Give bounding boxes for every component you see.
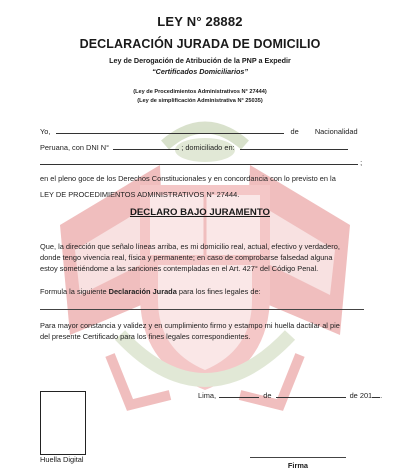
date-period: . — [380, 391, 383, 400]
que-line-2: donde tengo vivencia real, física y permanente; en caso de comprobarse falsedad alguna — [40, 253, 333, 262]
constancia-line-2: del presente Certificado para los fines legales correspondientes. — [40, 332, 251, 341]
month-field[interactable] — [276, 390, 346, 398]
de-label-1: de — [263, 391, 272, 400]
dni-label: Peruana, con DNI N° — [40, 143, 110, 152]
law-quote: “Certificados Domiciliarios” — [152, 67, 248, 76]
goce-line-1: en el pleno goce de los Derechos Constitucionales y en concordancia con lo previsto en la — [40, 174, 336, 183]
formulo-prefix: Formula la siguiente — [40, 287, 109, 296]
que-line-1: Que, la dirección que señalo líneas arriba, es mi domicilio real, actual, efectivo y verdadero, — [40, 242, 340, 251]
de-label-2: de 201 — [349, 391, 373, 400]
law-reference-2: (Ley de simplificación Administrativa N° 25035) — [137, 98, 263, 104]
domicilio-label: ; domiciliado en: — [181, 143, 235, 152]
constancia-line-1: Para mayor constancia y validez y en cumplimiento firmo y estampo mi huella dactilar al pie — [40, 321, 340, 330]
year-field[interactable] — [372, 390, 383, 400]
law-title: LEY N° 28882 — [157, 14, 243, 29]
law-reference-1: (Ley de Procedimientos Administrativos N° 27444) — [133, 89, 267, 95]
semicolon: ; — [360, 158, 363, 167]
purpose-field[interactable] — [40, 309, 364, 310]
dni-field[interactable] — [113, 142, 179, 150]
name-field[interactable] — [56, 126, 284, 134]
document-title: DECLARACIÓN JURADA DE DOMICILIO — [79, 37, 321, 51]
signature-line[interactable] — [250, 457, 346, 458]
lima-label: Lima, — [198, 391, 217, 400]
fingerprint-box[interactable] — [40, 391, 86, 455]
de-label: de — [290, 127, 299, 136]
declaro-heading: DECLARO BAJO JURAMENTO — [129, 207, 270, 218]
declarant-line-2 — [40, 142, 348, 152]
formulo-line — [40, 287, 261, 296]
huella-label: Huella Digital — [40, 455, 84, 464]
yo-label: Yo, — [40, 127, 51, 136]
declarant-line-1 — [40, 126, 358, 136]
address-field[interactable] — [240, 142, 348, 150]
formulo-suffix: para los fines legales de: — [176, 287, 261, 296]
law-description: Ley de Derogación de Atribución de la PNP a Expedir — [109, 56, 291, 65]
address-continuation-field[interactable] — [40, 157, 358, 165]
goce-line-2: LEY DE PROCEDIMIENTOS ADMINISTRATIVOS N° 27444. — [40, 190, 240, 199]
que-line-3: estoy sometiéndome a las sanciones contempladas en el Art. 427° del Código Penal. — [40, 264, 319, 273]
formulo-bold: Declaración Jurada — [108, 287, 177, 296]
declarant-line-3 — [40, 157, 362, 167]
day-field[interactable] — [219, 390, 259, 398]
nacionalidad-label: Nacionalidad — [314, 127, 358, 136]
date-line — [198, 390, 382, 400]
firma-label: Firma — [287, 461, 309, 470]
